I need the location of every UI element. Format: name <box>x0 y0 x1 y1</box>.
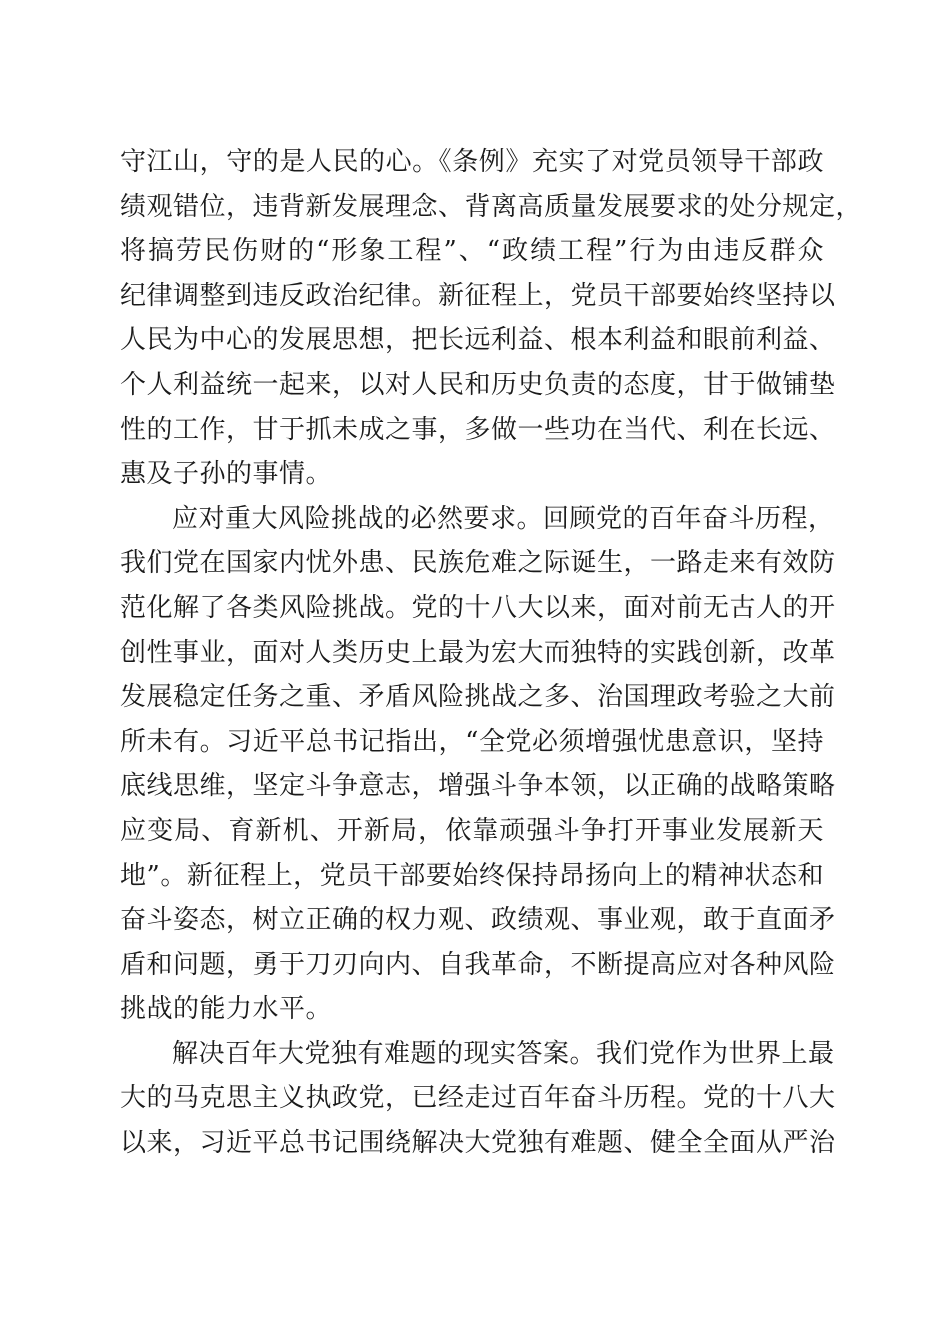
text-line: 大的马克思主义执政党，已经走过百年奋斗历程。党的十八大 <box>120 1083 836 1114</box>
text-line: 纪律调整到违反政治纪律。新征程上，党员干部要始终坚持以 <box>120 280 836 311</box>
text-line: 应变局、育新机、开新局，依靠顽强斗争打开事业发展新天 <box>120 815 824 846</box>
text-line: 个人利益统一起来，以对人民和历史负责的态度，甘于做铺垫 <box>120 369 836 400</box>
text-line: 守江山，守的是人民的心。《条例》充实了对党员领导干部政 <box>120 147 824 177</box>
text-line: 所未有。习近平总书记指出，“全党必须增强忧患意识，坚持 <box>120 726 824 757</box>
text-line: 发展稳定任务之重、矛盾风险挑战之多、治国理政考验之大前 <box>120 682 836 713</box>
text-line: 我们党在国家内忧外患、民族危难之际诞生，一路走来有效防 <box>120 548 836 579</box>
text-line: 以来，习近平总书记围绕解决大党独有难题、健全全面从严治 <box>120 1128 836 1159</box>
text-line: 创性事业，面对人类历史上最为宏大而独特的实践创新，改革 <box>120 637 836 668</box>
body-text <box>120 140 863 1166</box>
text-line: 将搞劳民伤财的“形象工程”、“政绩工程”行为由违反群众 <box>120 236 824 267</box>
text-line: 绩观错位，违背新发展理念、背离高质量发展要求的处分规定， <box>120 191 863 222</box>
text-line: 性的工作，甘于抓未成之事，多做一些功在当代、利在长远、 <box>120 414 836 445</box>
text-line: 盾和问题，勇于刀刃向内、自我革命，不断提高应对各种风险 <box>120 949 836 980</box>
text-line: 惠及子孙的事情。 <box>120 459 333 490</box>
text-line: 应对重大风险挑战的必然要求。回顾党的百年奋斗历程， <box>172 503 835 534</box>
text-line: 地”。新征程上，党员干部要始终保持昂扬向上的精神状态和 <box>120 860 824 891</box>
text-line: 底线思维，坚定斗争意志，增强斗争本领，以正确的战略策略 <box>120 771 836 802</box>
text-line: 范化解了各类风险挑战。党的十八大以来，面对前无古人的开 <box>120 592 836 623</box>
text-line: 奋斗姿态，树立正确的权力观、政绩观、事业观，敢于直面矛 <box>120 905 836 936</box>
text-line: 解决百年大党独有难题的现实答案。我们党作为世界上最 <box>172 1038 835 1069</box>
text-line: 人民为中心的发展思想，把长远利益、根本利益和眼前利益、 <box>120 325 836 356</box>
text-line: 挑战的能力水平。 <box>120 994 333 1025</box>
